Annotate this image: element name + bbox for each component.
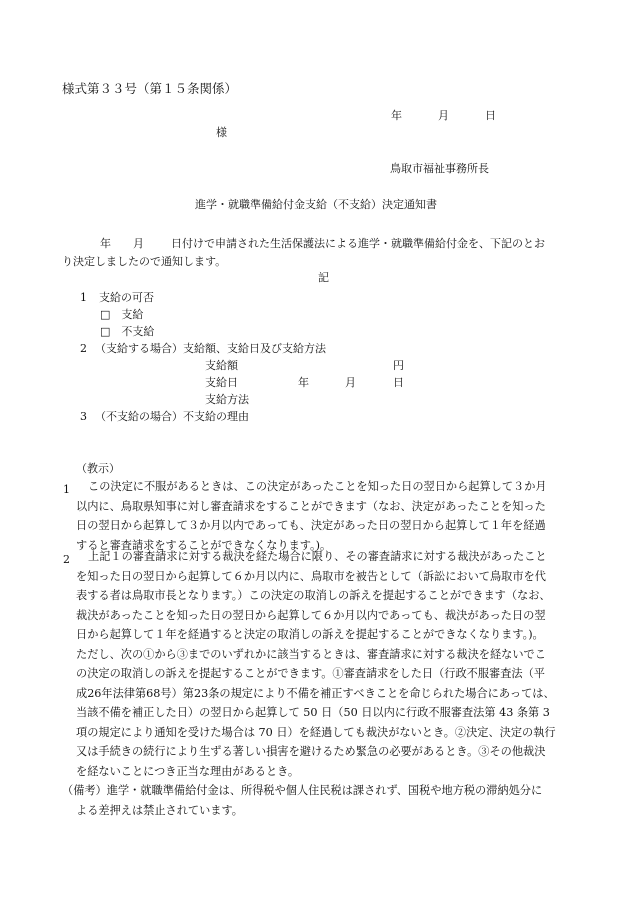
- remarks-line: （備考）進学・就職準備給付金は、所得税や個人住民税は課されず、国税や地方税の滞納処分に: [62, 784, 543, 797]
- payment-method-label: 支給方法: [205, 393, 249, 406]
- date-day: 日: [485, 109, 496, 122]
- form-number: 様式第３３号（第１５条関係）: [62, 81, 238, 96]
- item1-number: 1: [80, 291, 87, 304]
- item2-label: （支給する場合）支給額、支給日及び支給方法: [95, 342, 326, 355]
- notice2-line: を知った日の翌日から起算して６か月以内に、鳥取市を被告として（訴訟において鳥取市を代: [76, 569, 546, 583]
- date-month: 月: [438, 109, 449, 122]
- intro-line2: り決定しましたので通知します。: [62, 255, 227, 268]
- notice2-number: 2: [63, 553, 70, 566]
- notice1-body: [76, 477, 596, 555]
- notice1-line: この決定に不服があるときは、この決定があったことを知った日の翌日から起算して３か月: [88, 480, 547, 493]
- checkbox-fushikyu: □ 不支給: [100, 325, 155, 338]
- issuer: 鳥取市福祉事務所長: [390, 162, 489, 175]
- payment-date-month: 月: [345, 376, 356, 389]
- intro-month: 月: [133, 237, 144, 250]
- date-year: 年: [391, 109, 402, 122]
- notice1-number: 1: [63, 483, 70, 496]
- ki-mark: 記: [318, 271, 329, 284]
- notice-heading: （教示）: [76, 462, 120, 475]
- notice2-line: 日から起算して１年を経過すると決定の取消しの訴えを提起することができなくなります。)。: [76, 628, 544, 641]
- item3-label: （不支給の場合）不支給の理由: [95, 410, 249, 423]
- notice1-line: 以内に、鳥取県知事に対し審査請求をすることができます（なお、決定があったことを知った: [76, 499, 546, 513]
- amount-label: 支給額: [205, 359, 238, 372]
- notice2-line: の決定の取消しの訴えを提起することができます。①審査請求をした日（行政不服審査法（平: [76, 667, 545, 680]
- notice1-line: 日の翌日から起算して３か月以内であっても、決定があった日の翌日から起算して１年を経過: [76, 519, 546, 532]
- notice2-line: 当該不備を補正した日）の翌日から起算して 50 日（50 日以内に行政不服審査法第 43 条第 3: [76, 706, 550, 719]
- checkbox-shikyu: □ 支給: [100, 308, 144, 321]
- notice2-line: 裁決があったことを知った日の翌日から起算して６か月以内であっても、裁決があった日の翌: [76, 608, 546, 622]
- payment-date-label: 支給日: [205, 376, 238, 389]
- notice2-line: 上記１の審査請求に対する裁決を経た場合に限り、その審査請求に対する裁決があったこと: [88, 550, 547, 563]
- payment-date-year: 年: [298, 376, 309, 389]
- notice2-line: を経ないことにつき正当な理由があるとき。: [76, 764, 300, 778]
- notice2-line: 成26年法律第68号）第23条の規定により不備を補正すべきことを命じられた場合にあっては、: [76, 686, 555, 700]
- document-title: 進学・就職準備給付金支給（不支給）決定通知書: [195, 198, 437, 211]
- yen-unit: 円: [393, 359, 404, 372]
- notice1-line: すると審査請求をすることができなくなります。)。: [76, 538, 332, 552]
- remarks-line: よる差押えは禁止されています。: [76, 803, 243, 817]
- payment-date-day: 日: [393, 376, 404, 389]
- item1-label: 支給の可否: [99, 291, 154, 304]
- intro-line1: 日付けで申請された生活保護法による進学・就職準備給付金を、下記のとお: [171, 237, 545, 250]
- intro-year: 年: [100, 237, 111, 250]
- remarks: [62, 781, 602, 820]
- addressee-suffix: 様: [216, 126, 227, 139]
- item3-number: 3: [80, 410, 87, 423]
- notice2-line: 又は手続きの続行により生ずる著しい損害を避けるため緊急の必要があるとき。③その他裁決: [76, 745, 546, 758]
- notice2-line: ただし、次の①から③までのいずれかに該当するときは、審査請求に対する裁決を経ないでこ: [76, 647, 546, 661]
- notice2-line: 表する者は鳥取市長となります。）この決定の取消しの訴えを提起することができます（なお、: [76, 589, 551, 602]
- notice2-line: 項の規定により通知を受けた場合は 70 日）を経過しても裁決がないとき。②決定、決定の執行: [76, 725, 556, 739]
- notice2-body: [76, 547, 596, 781]
- item2-number: 2: [80, 342, 87, 355]
